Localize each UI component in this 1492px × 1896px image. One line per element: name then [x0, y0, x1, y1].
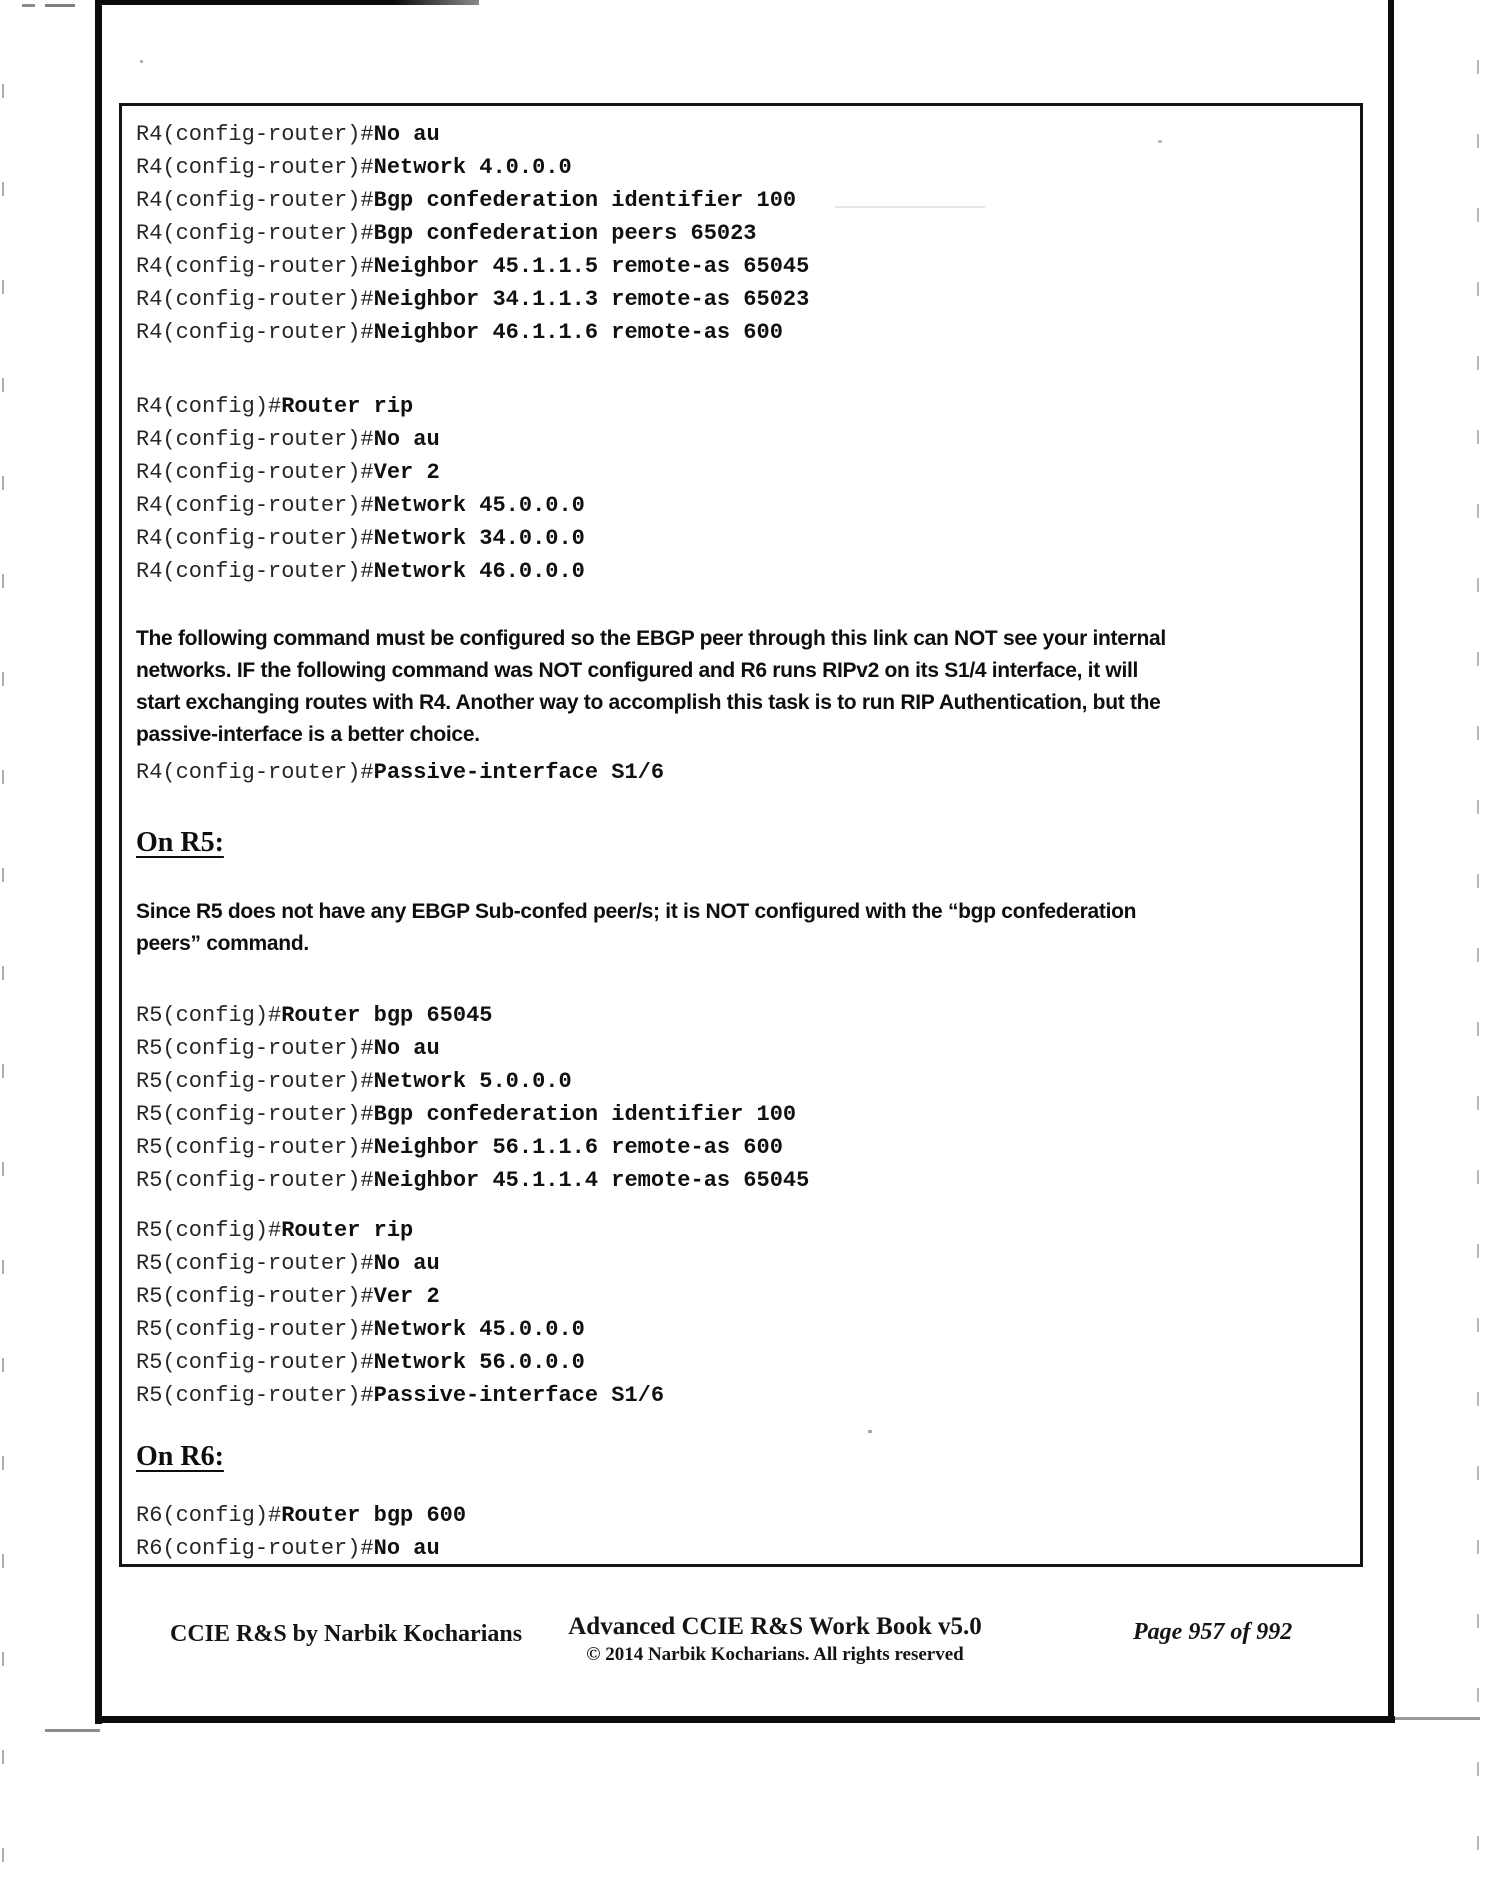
cli-command: Neighbor 45.1.1.5 remote-as 65045: [373, 254, 810, 279]
cli-prompt: R5(config-router)#: [136, 1036, 374, 1061]
cli-prompt: R5(config-router)#: [136, 1251, 374, 1276]
cli-prompt: R5(config-router)#: [136, 1168, 374, 1193]
config-line: [136, 1346, 1360, 1379]
cli-command: Network 45.0.0.0: [373, 1317, 585, 1342]
config-line: [136, 1247, 1360, 1280]
config-line: [136, 456, 1360, 489]
cli-prompt: R5(config-router)#: [136, 1383, 374, 1408]
cli-command: Neighbor 56.1.1.6 remote-as 600: [373, 1135, 783, 1160]
cli-command: Ver 2: [373, 1284, 440, 1309]
page-border-right: [1388, 0, 1394, 1718]
scan-artifact: [45, 1729, 100, 1732]
cli-prompt: R4(config-router)#: [136, 320, 374, 345]
config-line: [136, 316, 1360, 349]
note-line: The following command must be configured so the EBGP peer through this link can NOT see your internal: [136, 627, 1166, 650]
footer-author: CCIE R&S by Narbik Kocharians: [170, 1621, 523, 1647]
note-line: passive-interface is a better choice.: [136, 723, 480, 746]
cli-command: Router rip: [281, 394, 414, 419]
cli-command: Ver 2: [373, 460, 440, 485]
page-border-bottom: [99, 1716, 1395, 1723]
section-heading-r5: [136, 827, 1360, 859]
section-heading-r6: [136, 1441, 1360, 1473]
cli-prompt: R4(config-router)#: [136, 760, 374, 785]
passive-interface-note: [136, 623, 1360, 751]
config-line: [136, 184, 1360, 217]
cli-command: No au: [373, 1536, 440, 1561]
cli-command: Router bgp 600: [281, 1503, 467, 1528]
cli-command: Bgp confederation identifier 100: [373, 188, 797, 213]
cli-command: Network 56.0.0.0: [373, 1350, 585, 1375]
cli-prompt: R4(config-router)#: [136, 155, 374, 180]
cli-prompt: R4(config-router)#: [136, 221, 374, 246]
content-box: [119, 103, 1363, 1567]
cli-command: Bgp confederation peers 65023: [373, 221, 757, 246]
footer-page-number: Page 957 of 992: [1133, 1619, 1293, 1645]
cli-prompt: R4(config-router)#: [136, 559, 374, 584]
cli-prompt: R5(config-router)#: [136, 1350, 374, 1375]
page-border-top: [95, 0, 479, 5]
cli-command: Network 34.0.0.0: [373, 526, 585, 551]
cli-command: Network 46.0.0.0: [373, 559, 585, 584]
scan-artifact: [1477, 0, 1479, 1896]
cli-prompt: R4(config-router)#: [136, 254, 374, 279]
config-line: [136, 250, 1360, 283]
footer-book-title: Advanced CCIE R&S Work Book v5.0: [568, 1613, 982, 1640]
config-line: [136, 423, 1360, 456]
cli-command: No au: [373, 1036, 440, 1061]
scan-artifact: [1394, 1717, 1480, 1720]
cli-command: Router rip: [281, 1218, 414, 1243]
cli-prompt: R5(config-router)#: [136, 1284, 374, 1309]
config-line: [136, 522, 1360, 555]
cli-prompt: R5(config)#: [136, 1003, 282, 1028]
cli-command: No au: [373, 1251, 440, 1276]
config-line: [136, 1532, 1360, 1565]
r5-bgp-config-block: [136, 999, 1360, 1197]
scan-artifact: [140, 60, 143, 63]
cli-command: Neighbor 45.1.1.4 remote-as 65045: [373, 1168, 810, 1193]
cli-prompt: R5(config-router)#: [136, 1317, 374, 1342]
config-line: [136, 756, 1360, 789]
heading-text: On R5:: [136, 827, 224, 858]
scan-artifact: [22, 4, 35, 7]
config-line: [136, 1280, 1360, 1313]
r4-rip-config-block: [136, 390, 1360, 588]
config-line: [136, 283, 1360, 316]
cli-command: No au: [373, 427, 440, 452]
config-line: [136, 151, 1360, 184]
cli-command: Passive-interface S1/6: [373, 1383, 665, 1408]
config-line: [136, 555, 1360, 588]
scan-artifact: [45, 4, 75, 7]
cli-prompt: R4(config-router)#: [136, 493, 374, 518]
config-line: [136, 1032, 1360, 1065]
r6-bgp-config-block: [136, 1499, 1360, 1565]
cli-prompt: R4(config-router)#: [136, 526, 374, 551]
cli-prompt: R5(config-router)#: [136, 1135, 374, 1160]
cli-prompt: R5(config)#: [136, 1218, 282, 1243]
note-line: Since R5 does not have any EBGP Sub-confed peer/s; it is NOT configured with the “bgp confederation: [136, 900, 1137, 923]
cli-command: Neighbor 46.1.1.6 remote-as 600: [373, 320, 783, 345]
cli-prompt: R4(config)#: [136, 394, 282, 419]
note-line: start exchanging routes with R4. Another way to accomplish this task is to run RIP Authentication, but the: [136, 691, 1161, 714]
cli-command: Neighbor 34.1.1.3 remote-as 65023: [373, 287, 810, 312]
cli-command: Network 45.0.0.0: [373, 493, 585, 518]
config-line: [136, 999, 1360, 1032]
config-line: [136, 217, 1360, 250]
page-border-left: [95, 0, 102, 1724]
config-line: [136, 118, 1360, 151]
cli-command: Bgp confederation identifier 100: [373, 1102, 797, 1127]
config-line: [136, 1379, 1360, 1412]
cli-command: Network 5.0.0.0: [373, 1069, 572, 1094]
cli-prompt: R4(config-router)#: [136, 460, 374, 485]
config-line: [136, 1313, 1360, 1346]
scan-artifact: [2, 0, 4, 1896]
config-line: [136, 1098, 1360, 1131]
heading-text: On R6:: [136, 1441, 224, 1472]
r4-bgp-config-block: [136, 118, 1360, 349]
cli-prompt: R6(config-router)#: [136, 1536, 374, 1561]
cli-prompt: R5(config-router)#: [136, 1069, 374, 1094]
cli-command: No au: [373, 122, 440, 147]
r4-passive-config-line: [136, 756, 1360, 789]
config-line: [136, 1164, 1360, 1197]
cli-prompt: R4(config-router)#: [136, 427, 374, 452]
config-line: [136, 390, 1360, 423]
r5-confed-note: [136, 896, 1360, 960]
cli-command: Network 4.0.0.0: [373, 155, 572, 180]
cli-prompt: R4(config-router)#: [136, 287, 374, 312]
config-line: [136, 489, 1360, 522]
cli-command: Router bgp 65045: [281, 1003, 493, 1028]
config-line: [136, 1214, 1360, 1247]
cli-prompt: R6(config)#: [136, 1503, 282, 1528]
config-line: [136, 1499, 1360, 1532]
cli-prompt: R5(config-router)#: [136, 1102, 374, 1127]
note-line: peers” command.: [136, 932, 309, 955]
footer-book-info: [565, 1613, 985, 1666]
config-line: [136, 1131, 1360, 1164]
r5-rip-config-block: [136, 1214, 1360, 1412]
cli-prompt: R4(config-router)#: [136, 188, 374, 213]
cli-command: Passive-interface S1/6: [373, 760, 665, 785]
config-line: [136, 1065, 1360, 1098]
note-line: networks. IF the following command was NOT configured and R6 runs RIPv2 on its S1/4 interface, it will: [136, 659, 1139, 682]
cli-prompt: R4(config-router)#: [136, 122, 374, 147]
footer-copyright: © 2014 Narbik Kocharians. All rights reserved: [586, 1644, 964, 1665]
